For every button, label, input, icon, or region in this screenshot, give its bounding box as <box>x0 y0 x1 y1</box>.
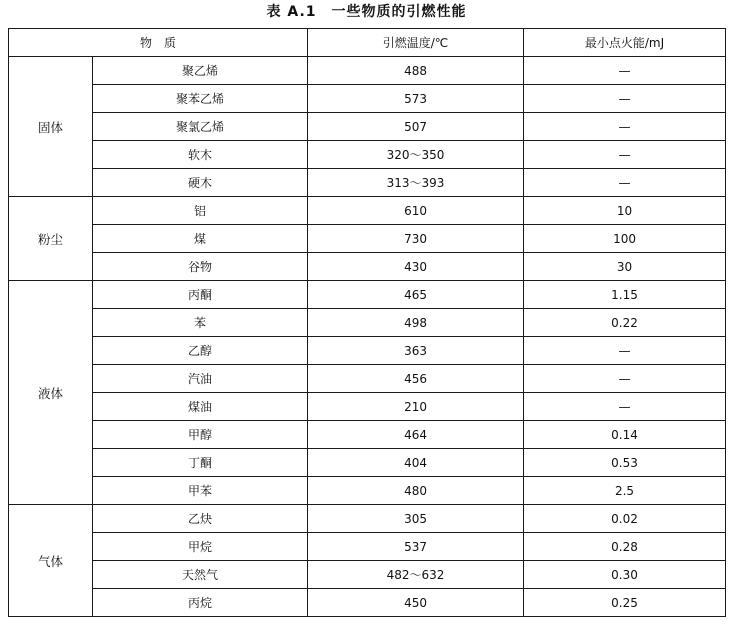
min-ignition-energy-cell: 2.5 <box>524 477 726 505</box>
ignition-temp-cell: 456 <box>308 365 524 393</box>
table-row <box>9 449 726 477</box>
table-row <box>9 85 726 113</box>
ignition-temp-cell: 404 <box>308 449 524 477</box>
ignition-temp-cell: 305 <box>308 505 524 533</box>
ignition-temp-cell: 313～393 <box>308 169 524 197</box>
substance-cell: 汽油 <box>93 365 308 393</box>
substance-cell: 聚乙烯 <box>93 57 308 85</box>
table-header <box>9 29 726 57</box>
min-ignition-energy-cell: — <box>524 141 726 169</box>
substance-cell: 丙烷 <box>93 589 308 617</box>
table-row <box>9 197 726 225</box>
min-ignition-energy-cell: 100 <box>524 225 726 253</box>
ignition-temp-cell: 573 <box>308 85 524 113</box>
table-row <box>9 365 726 393</box>
substance-cell: 硬木 <box>93 169 308 197</box>
substance-cell: 谷物 <box>93 253 308 281</box>
table-row <box>9 57 726 85</box>
substance-cell: 乙炔 <box>93 505 308 533</box>
substance-cell: 煤油 <box>93 393 308 421</box>
table-row <box>9 225 726 253</box>
substance-cell: 丁酮 <box>93 449 308 477</box>
header-min-ignition-energy: 最小点火能/mJ <box>524 29 726 57</box>
ignition-temp-cell: 465 <box>308 281 524 309</box>
category-cell-liquid: 液体 <box>9 281 93 505</box>
min-ignition-energy-cell: 1.15 <box>524 281 726 309</box>
min-ignition-energy-cell: 30 <box>524 253 726 281</box>
table-row <box>9 169 726 197</box>
header-ignition-temp: 引燃温度/℃ <box>308 29 524 57</box>
header-substance: 物 质 <box>9 29 308 57</box>
ignition-temp-cell: 210 <box>308 393 524 421</box>
min-ignition-energy-cell: 10 <box>524 197 726 225</box>
min-ignition-energy-cell: — <box>524 337 726 365</box>
ignition-temp-cell: 610 <box>308 197 524 225</box>
table-row <box>9 589 726 617</box>
table-row <box>9 477 726 505</box>
min-ignition-energy-cell: — <box>524 57 726 85</box>
min-ignition-energy-cell: 0.22 <box>524 309 726 337</box>
min-ignition-energy-cell: — <box>524 393 726 421</box>
substance-cell: 天然气 <box>93 561 308 589</box>
ignition-temp-cell: 730 <box>308 225 524 253</box>
min-ignition-energy-cell: 0.25 <box>524 589 726 617</box>
substance-cell: 苯 <box>93 309 308 337</box>
ignition-temp-cell: 480 <box>308 477 524 505</box>
table-row <box>9 281 726 309</box>
min-ignition-energy-cell: 0.02 <box>524 505 726 533</box>
ignition-temp-cell: 450 <box>308 589 524 617</box>
substance-cell: 铝 <box>93 197 308 225</box>
ignition-temp-cell: 537 <box>308 533 524 561</box>
substance-cell: 软木 <box>93 141 308 169</box>
ignition-temp-cell: 320～350 <box>308 141 524 169</box>
substance-cell: 甲苯 <box>93 477 308 505</box>
min-ignition-energy-cell: 0.30 <box>524 561 726 589</box>
table-row <box>9 393 726 421</box>
ignition-temp-cell: 363 <box>308 337 524 365</box>
min-ignition-energy-cell: — <box>524 113 726 141</box>
substance-cell: 丙酮 <box>93 281 308 309</box>
min-ignition-energy-cell: — <box>524 365 726 393</box>
table-row <box>9 113 726 141</box>
substance-cell: 乙醇 <box>93 337 308 365</box>
substance-cell: 聚氯乙烯 <box>93 113 308 141</box>
min-ignition-energy-cell: 0.28 <box>524 533 726 561</box>
ignition-temp-cell: 498 <box>308 309 524 337</box>
min-ignition-energy-cell: 0.14 <box>524 421 726 449</box>
table-row <box>9 253 726 281</box>
category-cell-dust: 粉尘 <box>9 197 93 281</box>
substance-cell: 煤 <box>93 225 308 253</box>
category-cell-solid: 固体 <box>9 57 93 197</box>
table-body <box>9 57 726 617</box>
substance-cell: 甲醇 <box>93 421 308 449</box>
ignition-temp-cell: 430 <box>308 253 524 281</box>
ignition-temp-cell: 482～632 <box>308 561 524 589</box>
ignition-temp-cell: 488 <box>308 57 524 85</box>
table-row <box>9 533 726 561</box>
table-row <box>9 505 726 533</box>
ignition-temp-cell: 507 <box>308 113 524 141</box>
table-row <box>9 309 726 337</box>
table-row <box>9 337 726 365</box>
substance-cell: 甲烷 <box>93 533 308 561</box>
min-ignition-energy-cell: — <box>524 169 726 197</box>
table-title: 表 A.1 一些物质的引燃性能 <box>266 4 467 20</box>
category-cell-gas: 气体 <box>9 505 93 617</box>
min-ignition-energy-cell: — <box>524 85 726 113</box>
ignition-temp-cell: 464 <box>308 421 524 449</box>
table-row <box>9 561 726 589</box>
header-row <box>9 29 726 57</box>
table-row <box>9 141 726 169</box>
table-row <box>9 421 726 449</box>
substance-cell: 聚苯乙烯 <box>93 85 308 113</box>
ignition-properties-table <box>8 28 726 617</box>
min-ignition-energy-cell: 0.53 <box>524 449 726 477</box>
